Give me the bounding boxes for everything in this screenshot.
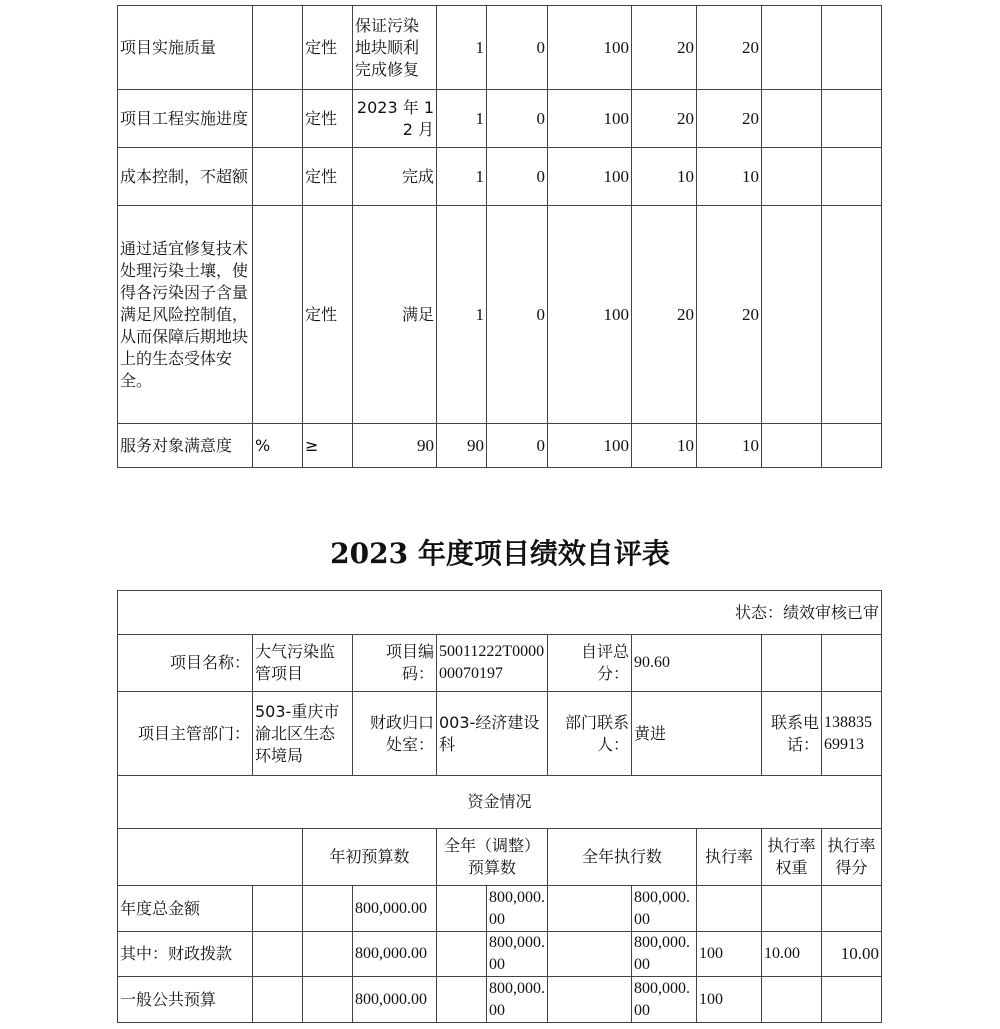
department-value: 503-重庆市渝北区生态环境局	[253, 692, 353, 776]
empty-cell	[822, 206, 882, 424]
empty-cell	[822, 6, 882, 90]
department-label: 项目主管部门：	[118, 692, 253, 776]
fund-rate: 100	[697, 977, 762, 1023]
indicator-unit	[253, 148, 303, 206]
table-row	[118, 776, 882, 829]
phone-value: 13883569913	[822, 692, 882, 776]
empty-cell	[437, 977, 487, 1023]
indicator-value: 0	[487, 206, 548, 424]
table-row	[118, 635, 882, 692]
indicator-target: 2023 年 12 月	[353, 90, 437, 148]
indicator-value: 100	[548, 90, 632, 148]
indicator-value: 20	[697, 6, 762, 90]
table-row	[118, 829, 882, 886]
fund-score	[822, 886, 882, 932]
indicator-unit	[253, 206, 303, 424]
indicator-name: 服务对象满意度	[118, 424, 253, 468]
funds-section-label: 资金情况	[118, 776, 882, 829]
table-row	[118, 206, 882, 424]
self-score-value: 90.60	[632, 635, 762, 692]
indicator-value: 100	[548, 206, 632, 424]
empty-cell	[762, 90, 822, 148]
table-row	[118, 591, 882, 635]
indicator-operator: ≥	[303, 424, 353, 468]
fund-rate: 100	[697, 932, 762, 977]
empty-cell	[303, 886, 353, 932]
fund-score: 10.00	[822, 932, 882, 977]
fund-row-label: 一般公共预算	[118, 977, 253, 1023]
fund-row-label: 年度总金额	[118, 886, 253, 932]
office-value: 003-经济建设科	[437, 692, 548, 776]
indicator-name: 项目工程实施进度	[118, 90, 253, 148]
indicator-name: 通过适宜修复技术处理污染土壤，使得各污染因子含量满足风险控制值，从而保障后期地块上的生态受体安全。	[118, 206, 253, 424]
fund-adjusted: 800,000.00	[487, 932, 548, 977]
empty-cell	[762, 635, 822, 692]
indicator-name: 项目实施质量	[118, 6, 253, 90]
indicator-value: 100	[548, 424, 632, 468]
indicator-value: 0	[487, 148, 548, 206]
fund-initial: 800,000.00	[353, 977, 437, 1023]
table-row	[118, 424, 882, 468]
empty-cell	[548, 932, 632, 977]
empty-cell	[437, 932, 487, 977]
table-row	[118, 977, 882, 1023]
self-score-label: 自评总分：	[548, 635, 632, 692]
indicator-weight: 1	[437, 206, 487, 424]
indicator-target: 完成	[353, 148, 437, 206]
empty-cell	[303, 932, 353, 977]
contact-label: 部门联系人：	[548, 692, 632, 776]
column-header: 执行率	[697, 829, 762, 886]
indicator-operator: 定性	[303, 6, 353, 90]
empty-cell	[303, 977, 353, 1023]
fund-adjusted: 800,000.00	[487, 886, 548, 932]
fund-executed: 800,000.00	[632, 977, 697, 1023]
table-row	[118, 6, 882, 90]
indicator-operator: 定性	[303, 206, 353, 424]
column-header: 执行率得分	[822, 829, 882, 886]
empty-cell	[762, 148, 822, 206]
fund-weight: 10.00	[762, 932, 822, 977]
indicator-target: 满足	[353, 206, 437, 424]
fund-adjusted: 800,000.00	[487, 977, 548, 1023]
indicator-weight: 1	[437, 148, 487, 206]
indicator-value: 10	[632, 424, 697, 468]
project-name-label: 项目名称：	[118, 635, 253, 692]
empty-cell	[437, 886, 487, 932]
empty-cell	[548, 977, 632, 1023]
fund-weight	[762, 977, 822, 1023]
fund-weight	[762, 886, 822, 932]
empty-cell	[253, 932, 303, 977]
indicator-value: 20	[697, 90, 762, 148]
indicator-table	[117, 5, 882, 468]
indicator-operator: 定性	[303, 90, 353, 148]
page-title: 2023 年度项目绩效自评表	[330, 537, 670, 570]
table-row	[118, 148, 882, 206]
empty-cell	[822, 424, 882, 468]
indicator-weight: 1	[437, 6, 487, 90]
table-row	[118, 90, 882, 148]
self-evaluation-table	[117, 590, 882, 1023]
indicator-weight: 1	[437, 90, 487, 148]
indicator-value: 20	[632, 206, 697, 424]
fund-initial: 800,000.00	[353, 886, 437, 932]
empty-cell	[822, 90, 882, 148]
table-row	[118, 692, 882, 776]
empty-cell	[762, 206, 822, 424]
column-header: 执行率权重	[762, 829, 822, 886]
empty-cell	[762, 6, 822, 90]
indicator-value: 0	[487, 424, 548, 468]
empty-cell	[253, 886, 303, 932]
indicator-weight: 90	[437, 424, 487, 468]
indicator-value: 10	[632, 148, 697, 206]
fund-row-label: 其中：财政拨款	[118, 932, 253, 977]
project-code-value: 50011222T000000070197	[437, 635, 548, 692]
indicator-value: 20	[632, 90, 697, 148]
indicator-operator: 定性	[303, 148, 353, 206]
empty-cell	[822, 148, 882, 206]
column-header: 全年（调整）预算数	[437, 829, 548, 886]
indicator-target: 90	[353, 424, 437, 468]
contact-value: 黄进	[632, 692, 762, 776]
empty-cell	[822, 635, 882, 692]
fund-executed: 800,000.00	[632, 886, 697, 932]
indicator-value: 20	[632, 6, 697, 90]
table-row	[118, 886, 882, 932]
indicator-unit: %	[253, 424, 303, 468]
indicator-value: 20	[697, 206, 762, 424]
indicator-value: 0	[487, 6, 548, 90]
empty-cell	[253, 977, 303, 1023]
empty-cell	[762, 424, 822, 468]
empty-cell	[548, 886, 632, 932]
table-row	[118, 932, 882, 977]
fund-initial: 800,000.00	[353, 932, 437, 977]
indicator-value: 10	[697, 424, 762, 468]
indicator-unit	[253, 90, 303, 148]
indicator-name: 成本控制，不超额	[118, 148, 253, 206]
phone-label: 联系电话：	[762, 692, 822, 776]
status-text: 状态：绩效审核已审	[118, 591, 882, 635]
indicator-target: 保证污染地块顺利完成修复	[353, 6, 437, 90]
empty-cell	[118, 829, 303, 886]
project-code-label: 项目编码：	[353, 635, 437, 692]
fund-executed: 800,000.00	[632, 932, 697, 977]
office-label: 财政归口处室：	[353, 692, 437, 776]
fund-score	[822, 977, 882, 1023]
indicator-unit	[253, 6, 303, 90]
indicator-value: 100	[548, 148, 632, 206]
fund-rate	[697, 886, 762, 932]
column-header: 全年执行数	[548, 829, 697, 886]
indicator-value: 0	[487, 90, 548, 148]
column-header: 年初预算数	[303, 829, 437, 886]
indicator-value: 100	[548, 6, 632, 90]
indicator-value: 10	[697, 148, 762, 206]
project-name-value: 大气污染监管项目	[253, 635, 353, 692]
